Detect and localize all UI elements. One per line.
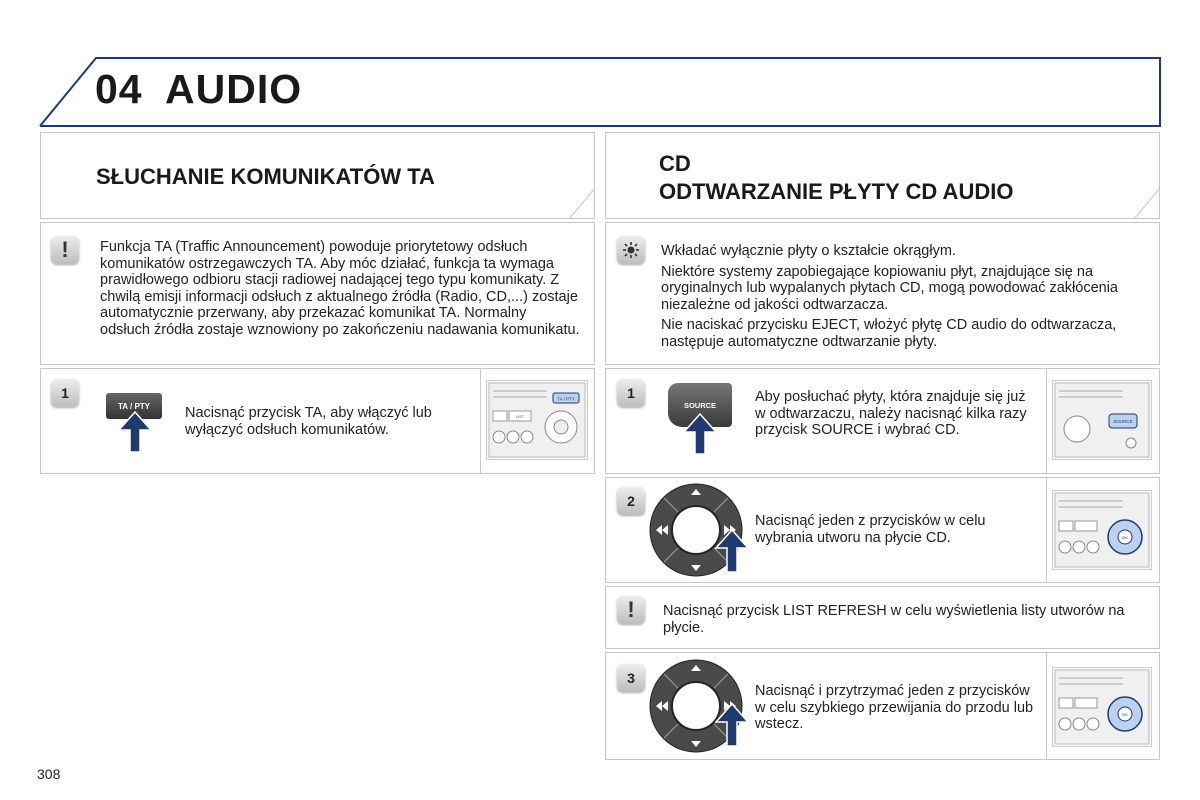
press-arrow-icon — [115, 410, 155, 454]
thumb-ok-label: OK — [1122, 535, 1128, 540]
thumb-source-label: SOURCE — [1113, 419, 1133, 424]
radio-panel-thumbnail — [1052, 667, 1152, 747]
tip-2: Niektóre systemy zapobiegające kopiowaniu płyt, znajdujące się na oryginalnych lub wypalanych płytach CD, mogą powodować zakłócenia niezależne od jakości odtwarzacza. — [661, 263, 1118, 313]
radio-panel-thumbnail — [486, 380, 588, 460]
radio-panel-thumbnail — [1052, 490, 1152, 570]
right-step1-text: Aby posłuchać płyty, która znajduje się już w odtwarzaczu, należy nacisnąć kilka razy przycisk SOURCE i wybrać CD. — [755, 389, 1027, 438]
thumb-list-label: LIST — [515, 414, 525, 419]
warning-icon: ! — [51, 236, 79, 264]
thumb-ok-label: OK — [1122, 712, 1128, 717]
thumb-ta-label: TA / PTY — [557, 396, 575, 402]
page-number: 308 — [37, 766, 61, 782]
tip-sun-icon — [617, 236, 645, 264]
right-step1-divider — [1046, 368, 1047, 474]
press-arrow-icon — [712, 702, 752, 750]
right-section-title-2: ODTWARZANIE PŁYTY CD AUDIO — [659, 179, 1014, 204]
left-step1-text: Nacisnąć przycisk TA, aby włączyć lub wyłączyć odsłuch komunikatów. — [185, 405, 432, 438]
warning-icon: ! — [617, 596, 645, 624]
right-step3-text: Nacisnąć i przytrzymać jeden z przycisków w celu szybkiego przewijania do przodu lub wstecz. — [755, 683, 1034, 732]
right-warning-text: Nacisnąć przycisk LIST REFRESH w celu wyświetlenia listy utworów na płycie. — [663, 603, 1125, 636]
step-number: 3 — [617, 664, 645, 692]
source-button[interactable]: SOURCE — [668, 383, 732, 427]
right-tips-text — [661, 243, 1151, 354]
radio-panel-thumbnail — [1052, 380, 1152, 460]
left-section-title: SŁUCHANIE KOMUNIKATÓW TA — [96, 164, 435, 189]
left-warning-text: Funkcja TA (Traffic Announcement) powoduje priorytetowy odsłuch komunikatów ostrzegawczych TA. Aby móc działać, funkcja ta wymaga prawidłowego odbioru stacji radiowej nadającej tego typu komunikaty. Z chwilą emisji informacji odsłuch z aktualnego źródła (Radio, CD,...) zostaje automatycznie przerwany, aby przekazać komunikat TA. Normalny odsłuch źródła zostaje wznowiony po zakończeniu nadawania komunikatu. — [100, 239, 580, 338]
step-number: 2 — [617, 487, 645, 515]
right-section-title-1: CD — [659, 151, 691, 176]
right-step2-divider — [1046, 477, 1047, 583]
press-arrow-icon — [680, 412, 720, 456]
chapter-title: AUDIO — [165, 66, 303, 112]
step-number: 1 — [51, 379, 79, 407]
right-step2-text: Nacisnąć jeden z przycisków w celu wybrania utworu na płycie CD. — [755, 513, 986, 546]
chapter-number: 04 — [95, 66, 143, 112]
left-step1-divider — [480, 368, 481, 474]
step-number: 1 — [617, 379, 645, 407]
tip-1: Wkładać wyłącznie płyty o kształcie okrągłym. — [661, 243, 956, 259]
right-step3-divider — [1046, 652, 1047, 760]
tip-3: Nie naciskać przycisku EJECT, włożyć płytę CD audio do odtwarzacza, następuje automatyczne odtwarzanie płyty. — [661, 317, 1117, 350]
ta-pty-button[interactable]: TA / PTY — [106, 393, 162, 419]
press-arrow-icon — [712, 528, 752, 576]
